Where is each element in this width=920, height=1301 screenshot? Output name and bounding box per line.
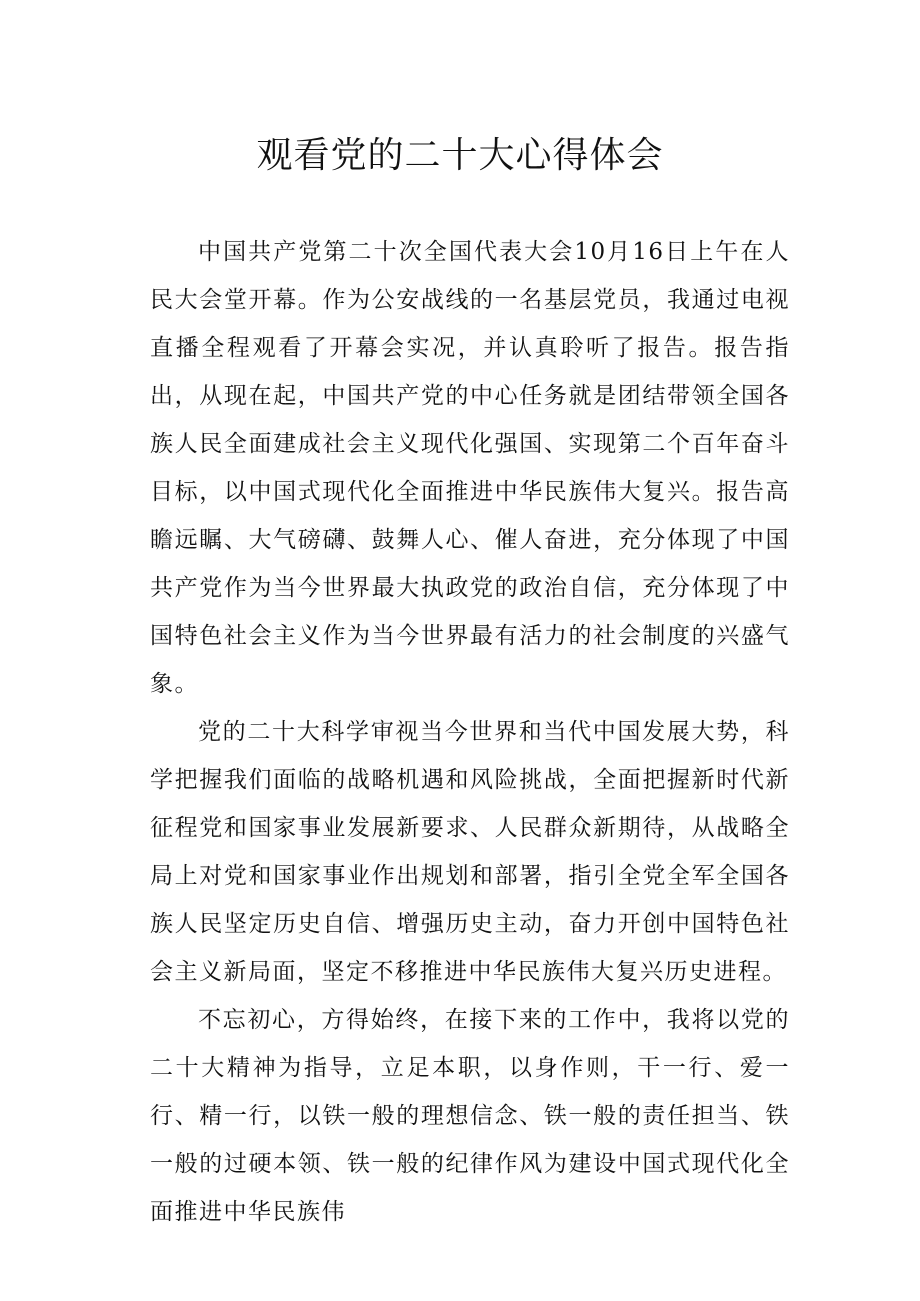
document-title: 观看党的二十大心得体会: [256, 135, 664, 176]
document-body: [150, 228, 790, 1236]
paragraph-3: 不忘初心，方得始终，在接下来的工作中，我将以党的二十大精神为指导，立足本职，以身作则，干一行、爱一行、精一行，以铁一般的理想信念、铁一般的责任担当、铁一般的过硬本领、铁一般的纪律作风为建设中国式现代化全面推进中华民族伟: [150, 1007, 790, 1225]
paragraph-2: 党的二十大科学审视当今世界和当代中国发展大势，科学把握我们面临的战略机遇和风险挑战，全面把握新时代新征程党和国家事业发展新要求、人民群众新期待，从战略全局上对党和国家事业作出规划和部署，指引全党全军全国各族人民坚定历史自信、增强历史主动，奋力开创中国特色社会主义新局面，坚定不移推进中华民族伟大复兴历史进程。: [150, 719, 790, 985]
paragraph-1: 中国共产党第二十次全国代表大会10月16日上午在人民大会堂开幕。作为公安战线的一名基层党员，我通过电视直播全程观看了开幕会实况，并认真聆听了报告。报告指出，从现在起，中国共产党的中心任务就是团结带领全国各族人民全面建成社会主义现代化强国、实现第二个百年奋斗目标，以中国式现代化全面推进中华民族伟大复兴。报告高瞻远瞩、大气磅礴、鼓舞人心、催人奋进，充分体现了中国共产党作为当今世界最大执政党的政治自信，充分体现了中国特色社会主义作为当今世界最有活力的社会制度的兴盛气象。: [150, 239, 790, 697]
